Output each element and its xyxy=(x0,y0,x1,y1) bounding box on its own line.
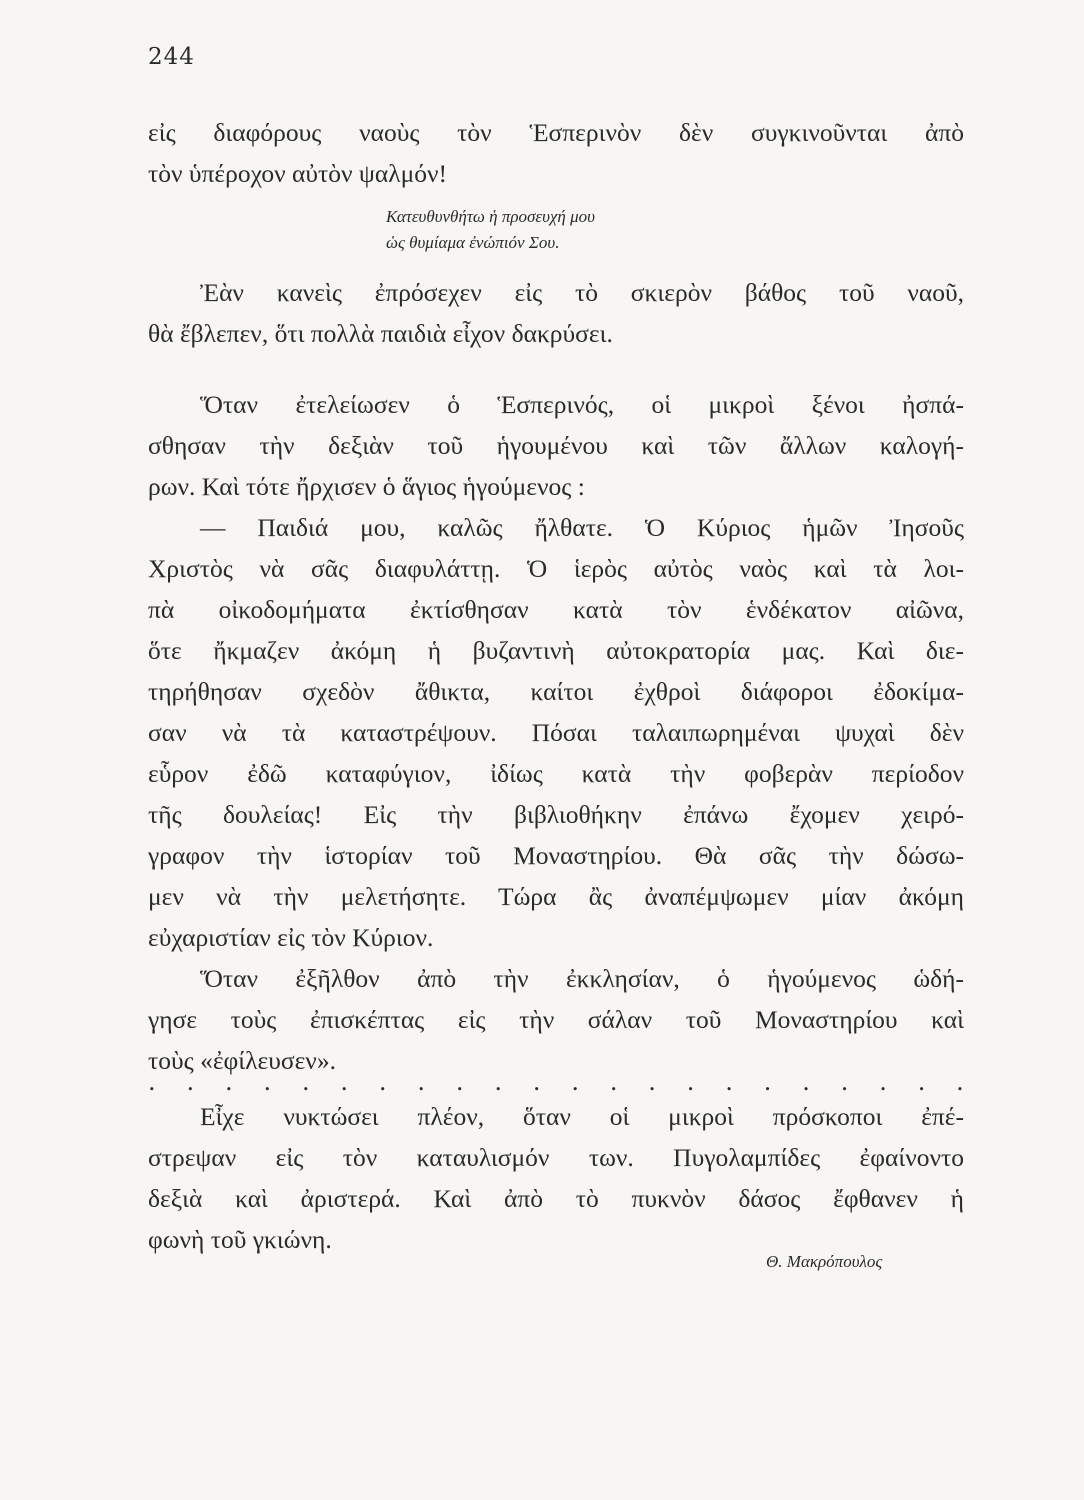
text-line: μεν νὰ τὴν μελετήσητε. Τώρα ἂς ἀναπέμψωμεν μίαν ἀκόμη xyxy=(148,882,964,911)
dot: . xyxy=(494,1068,502,1096)
text-line: ρων. Καὶ τότε ἤρχισεν ὁ ἅγιος ἡγούμενος : xyxy=(148,472,585,501)
dot: . xyxy=(802,1068,810,1096)
text-line: τῆς δουλείας! Εἰς τὴν βιβλιοθήκην ἐπάνω ἔχομεν χειρό- xyxy=(148,800,964,829)
text-line: τηρήθησαν σχεδὸν ἄθικτα, καίτοι ἐχθροὶ διάφοροι ἐδοκίμα- xyxy=(148,677,964,706)
text-line: ὅτε ἤκμαζεν ἀκόμη ἡ βυζαντινὴ αὐτοκρατορία μας. Καὶ διε- xyxy=(148,636,964,665)
dot: . xyxy=(340,1068,349,1096)
text-line: Ὅταν ἐξῆλθον ἀπὸ τὴν ἐκκλησίαν, ὁ ἡγούμενος ὡδή- xyxy=(200,964,964,993)
text-line: — Παιδιά μου, καλῶς ἤλθατε. Ὁ Κύριος ἡμῶν Ἰησοῦς xyxy=(200,513,964,542)
dot: . xyxy=(532,1068,541,1096)
dot: . xyxy=(571,1068,579,1096)
dot: . xyxy=(224,1068,233,1096)
text-line: Ὅταν ἐτελείωσεν ὁ Ἑσπερινός, οἱ μικροὶ ξένοι ἠσπά- xyxy=(200,390,964,419)
dot: . xyxy=(417,1068,426,1096)
dot: . xyxy=(148,1068,156,1096)
paragraph-1 xyxy=(148,112,964,194)
author-signature: Θ. Μακρόπουλος xyxy=(766,1252,883,1271)
dot: . xyxy=(263,1068,272,1096)
verse-line: Κατευθυνθήτω ἡ προσευχή μου xyxy=(386,207,595,226)
text-line: γησε τοὺς ἐπισκέπτας εἰς τὴν σάλαν τοῦ Μοναστηρίου καὶ xyxy=(148,1005,964,1034)
dot: . xyxy=(186,1068,195,1096)
section-break-dots xyxy=(148,1068,964,1096)
dot: . xyxy=(840,1068,849,1096)
verse-quote xyxy=(386,204,595,256)
dot: . xyxy=(686,1068,695,1096)
verse-line: ὡς θυμίαμα ἐνώπιόν Σου. xyxy=(386,233,560,252)
text-line: Εἶχε νυκτώσει πλέον, ὅταν οἱ μικροὶ πρόσκοποι ἐπέ- xyxy=(200,1102,964,1131)
text-line: τοὺς «ἐφίλευσεν». xyxy=(148,1046,336,1075)
text-line: σαν νὰ τὰ καταστρέψουν. Πόσαι ταλαιπωρημέναι ψυχαὶ δὲν xyxy=(148,718,964,747)
dot: . xyxy=(609,1068,618,1096)
dot: . xyxy=(763,1068,772,1096)
paragraph-2 xyxy=(148,272,964,354)
dot: . xyxy=(956,1068,964,1096)
dot: . xyxy=(378,1068,387,1096)
text-line: εὗρον ἐδῶ καταφύγιον, ἰδίως κατὰ τὴν φοβερὰν περίοδον xyxy=(148,759,964,788)
paragraph-4 xyxy=(148,1096,964,1260)
paragraph-3 xyxy=(148,384,964,1081)
text-line: εὐχαριστίαν εἰς τὸν Κύριον. xyxy=(148,923,434,952)
text-line: γραφον τὴν ἱστορίαν τοῦ Μοναστηρίου. Θὰ σᾶς τὴν δώσω- xyxy=(148,841,964,870)
text-line: σθησαν τὴν δεξιὰν τοῦ ἡγουμένου καὶ τῶν ἄλλων καλογή- xyxy=(148,431,964,460)
dot: . xyxy=(725,1068,733,1096)
page-number: 244 xyxy=(148,44,195,70)
dot: . xyxy=(301,1068,310,1096)
text-line: εἰς διαφόρους ναοὺς τὸν Ἑσπερινὸν δὲν συγκινοῦνται ἀπὸ xyxy=(148,118,964,147)
text-line: δεξιὰ καὶ ἀριστερά. Καὶ ἀπὸ τὸ πυκνὸν δάσος ἔφθανεν ἡ xyxy=(148,1184,964,1213)
text-line: Ἐὰν κανεὶς ἐπρόσεχεν εἰς τὸ σκιερὸν βάθος τοῦ ναοῦ, xyxy=(200,278,964,307)
dot: . xyxy=(879,1068,887,1096)
text-line: θὰ ἔβλεπεν, ὅτι πολλὰ παιδιὰ εἶχον δακρύσει. xyxy=(148,319,613,348)
dot: . xyxy=(455,1068,464,1096)
text-line: φωνὴ τοῦ γκιώνη. xyxy=(148,1225,332,1254)
dot: . xyxy=(648,1068,656,1096)
text-line: τὸν ὑπέροχον αὐτὸν ψαλμόν! xyxy=(148,159,448,188)
text-line: Χριστὸς νὰ σᾶς διαφυλάττῃ. Ὁ ἱερὸς αὐτὸς ναὸς καὶ τὰ λοι- xyxy=(148,554,964,583)
text-line: πὰ οἰκοδομήματα ἐκτίσθησαν κατὰ τὸν ἑνδέκατον αἰῶνα, xyxy=(148,595,964,624)
text-line: στρεψαν εἰς τὸν καταυλισμόν των. Πυγολαμπίδες ἐφαίνοντο xyxy=(148,1143,964,1172)
dot: . xyxy=(917,1068,926,1096)
